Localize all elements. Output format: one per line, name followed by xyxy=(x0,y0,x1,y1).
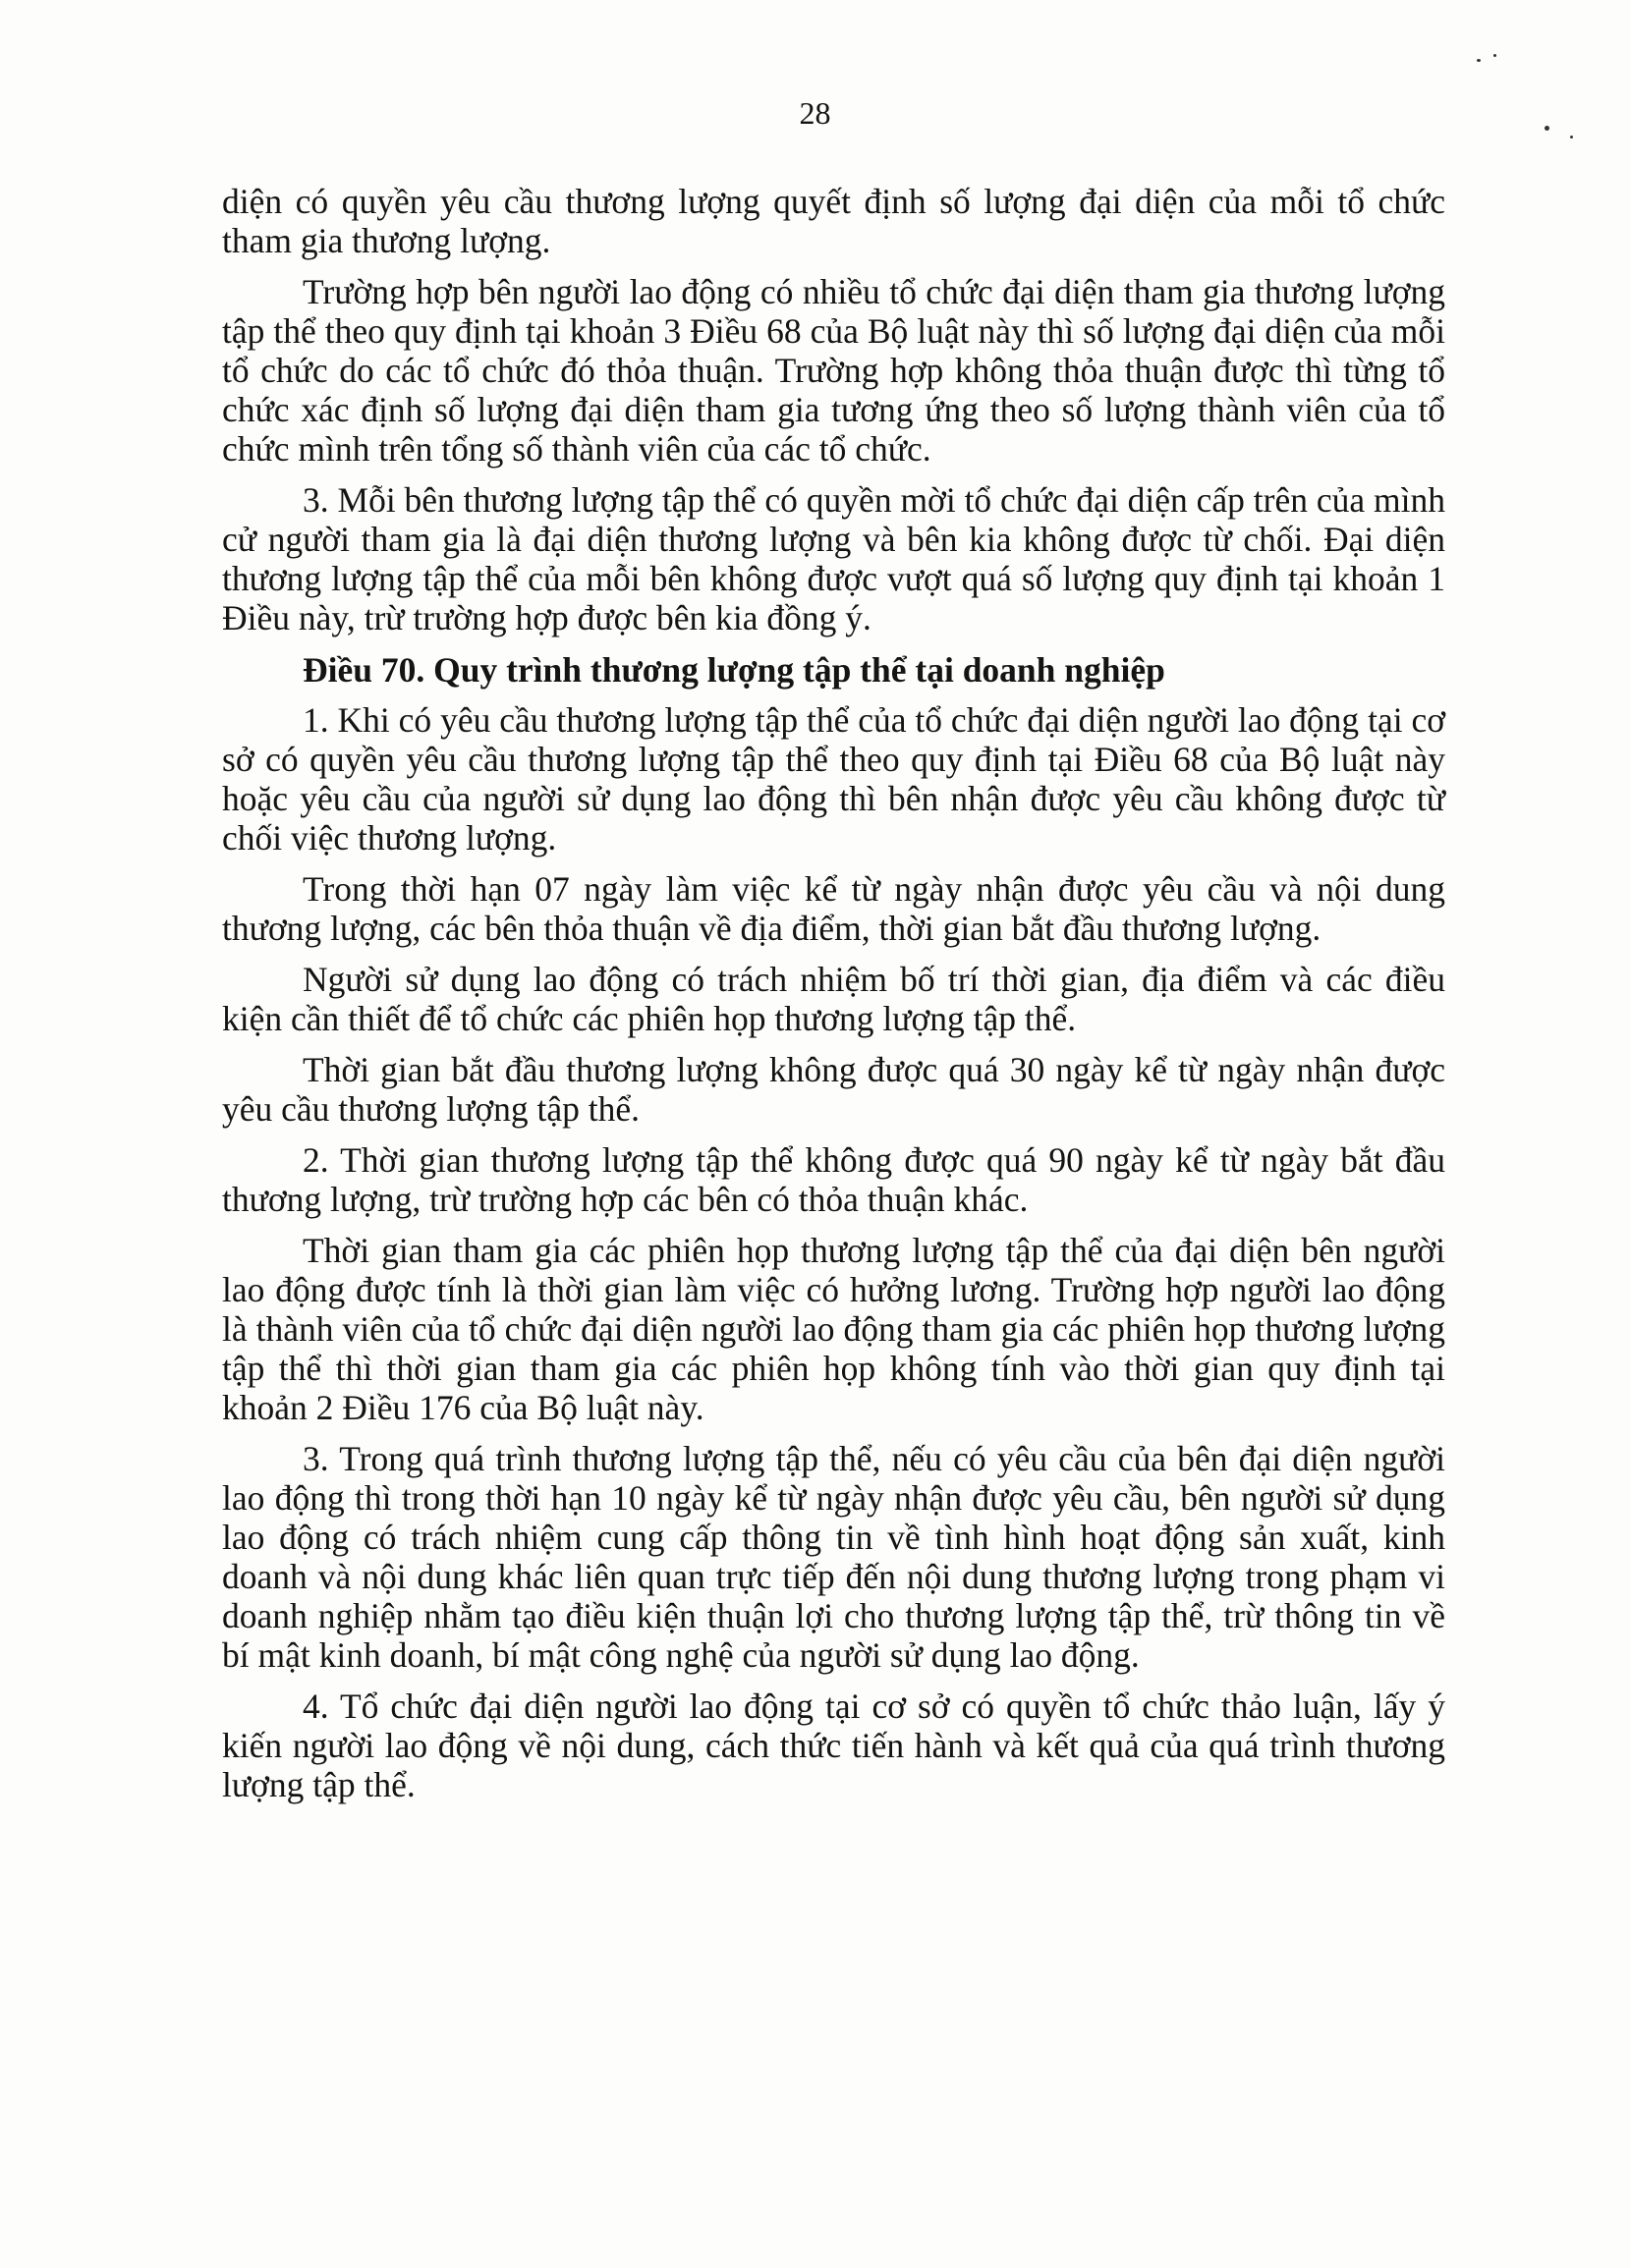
scan-speck xyxy=(1493,54,1496,57)
paragraph: Trong thời hạn 07 ngày làm việc kể từ ngày nhận được yêu cầu và nội dung thương lượng, các bên thỏa thuận về địa điểm, thời gian bắt đầu thương lượng. xyxy=(222,869,1445,948)
paragraph: Trường hợp bên người lao động có nhiều tổ chức đại diện tham gia thương lượng tập thể theo quy định tại khoản 3 Điều 68 của Bộ luật này thì số lượng đại diện của mỗi tổ chức do các tổ chức đó thỏa thuận. Trường hợp không thỏa thuận được thì từng tổ chức xác định số lượng đại diện tham gia tương ứng theo số lượng thành viên của tổ chức mình trên tổng số thành viên của các tổ chức. xyxy=(222,272,1445,469)
paragraph-clause-2: 2. Thời gian thương lượng tập thể không được quá 90 ngày kể từ ngày bắt đầu thương lượng, trừ trường hợp các bên có thỏa thuận khác. xyxy=(222,1140,1445,1219)
paragraph-clause-3: 3. Trong quá trình thương lượng tập thể, nếu có yêu cầu của bên đại diện người lao động thì trong thời hạn 10 ngày kể từ ngày nhận được yêu cầu, bên người sử dụng lao động có trách nhiệm cung cấp thông tin về tình hình hoạt động sản xuất, kinh doanh và nội dung khác liên quan trực tiếp đến nội dung thương lượng trong phạm vi doanh nghiệp nhằm tạo điều kiện thuận lợi cho thương lượng tập thể, trừ thông tin về bí mật kinh doanh, bí mật công nghệ của người sử dụng lao động. xyxy=(222,1439,1445,1675)
page-number: 28 xyxy=(799,95,831,131)
paragraph-clause-1: 1. Khi có yêu cầu thương lượng tập thể của tổ chức đại diện người lao động tại cơ sở có quyền yêu cầu thương lượng tập thể theo quy định tại Điều 68 của Bộ luật này hoặc yêu cầu của người sử dụng lao động thì bên nhận được yêu cầu không được từ chối việc thương lượng. xyxy=(222,700,1445,857)
paragraph: Thời gian bắt đầu thương lượng không được quá 30 ngày kể từ ngày nhận được yêu cầu thương lượng tập thể. xyxy=(222,1050,1445,1129)
paragraph: Người sử dụng lao động có trách nhiệm bố trí thời gian, địa điểm và các điều kiện cần thiết để tổ chức các phiên họp thương lượng tập thể. xyxy=(222,960,1445,1038)
paragraph-clause-3: 3. Mỗi bên thương lượng tập thể có quyền mời tổ chức đại diện cấp trên của mình cử người tham gia là đại diện thương lượng và bên kia không được từ chối. Đại diện thương lượng tập thể của mỗi bên không được vượt quá số lượng quy định tại khoản 1 Điều này, trừ trường hợp được bên kia đồng ý. xyxy=(222,480,1445,637)
paragraph-clause-4: 4. Tổ chức đại diện người lao động tại cơ sở có quyền tổ chức thảo luận, lấy ý kiến người lao động về nội dung, cách thức tiến hành và kết quả của quá trình thương lượng tập thể. xyxy=(222,1687,1445,1804)
article-heading: Điều 70. Quy trình thương lượng tập thể tại doanh nghiệp xyxy=(303,650,1165,690)
paragraph: Thời gian tham gia các phiên họp thương lượng tập thể của đại diện bên người lao động được tính là thời gian làm việc có hưởng lương. Trường hợp người lao động là thành viên của tổ chức đại diện người lao động tham gia các phiên họp thương lượng tập thể thì thời gian tham gia các phiên họp không tính vào thời gian quy định tại khoản 2 Điều 176 của Bộ luật này. xyxy=(222,1231,1445,1427)
document-body xyxy=(222,182,1445,1816)
scan-speck xyxy=(1477,59,1481,62)
paragraph-continuation: diện có quyền yêu cầu thương lượng quyết định số lượng đại diện của mỗi tổ chức tham gia thương lượng. xyxy=(222,182,1445,260)
scan-speck xyxy=(1570,136,1573,138)
